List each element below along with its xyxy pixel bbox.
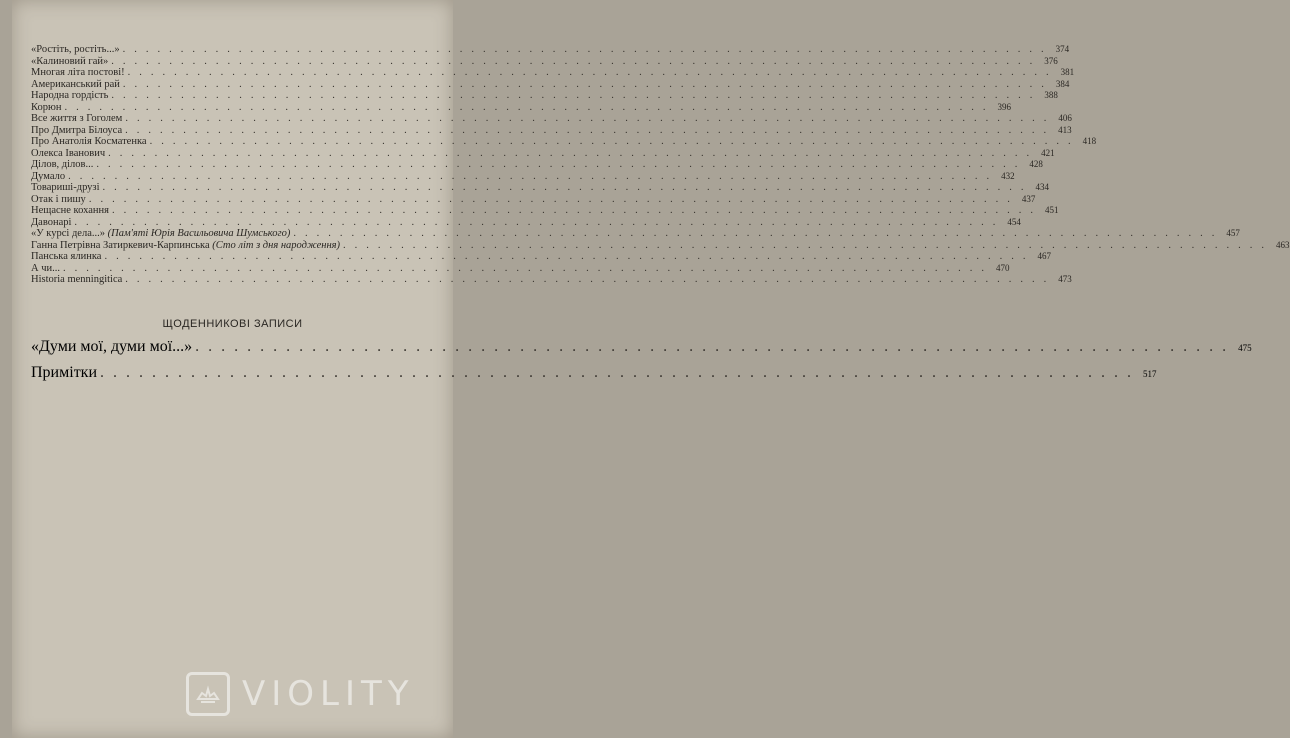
toc-entry-title-text: Отак і пишу (31, 193, 86, 205)
page-number: 517 (1143, 369, 1157, 379)
toc-entry (31, 364, 1157, 381)
page-number: 384 (1055, 78, 1070, 89)
toc-entry (31, 113, 1072, 125)
dot-leader: ................................................................................ (68, 170, 999, 182)
dot-leader: ................................................................................ (122, 44, 1053, 55)
dot-leader: ................................................................................ (108, 147, 1039, 159)
toc-entry-title-text: «Думи мої, думи мої...» (31, 338, 193, 355)
page-number: 434 (1035, 182, 1049, 192)
dot-leader: ................................................................................ (195, 338, 1236, 355)
dot-leader: ................................................................................ (100, 364, 1141, 381)
dot-leader: ................................................................................ (293, 228, 1224, 239)
page-number: 388 (1044, 90, 1058, 100)
toc-entry-subtitle: (Сто літ з дня народження) (212, 239, 341, 251)
toc-entry-title-text: «У курсі дела...» (31, 228, 105, 239)
dot-leader: ................................................................................ (149, 136, 1080, 147)
toc-entry-title-text: «Калиновий гай» (31, 55, 109, 67)
page-number: 454 (1007, 216, 1021, 227)
page-number: 432 (1001, 170, 1015, 181)
toc-entry-title-text: «Ростіть, ростіть...» (31, 44, 120, 55)
page-number: 437 (1021, 193, 1036, 204)
dot-leader: ................................................................................ (111, 55, 1042, 67)
dot-leader: ................................................................................ (343, 239, 1274, 251)
toc-entry (31, 216, 1021, 229)
dot-leader: ................................................................................ (62, 262, 993, 274)
toc-entry-title (31, 113, 122, 125)
toc-entry-title-text: Про Анатолія Косматенка (31, 136, 147, 147)
toc-entry-title (31, 228, 290, 240)
toc-entry (31, 193, 1036, 206)
page-number: 467 (1037, 251, 1051, 261)
toc-entry-title-text: Товариші-друзі (31, 182, 100, 193)
page-number: 374 (1055, 44, 1070, 54)
dot-leader: ................................................................................ (104, 251, 1035, 262)
violity-logo-icon (186, 672, 230, 716)
toc-entry (31, 170, 1015, 183)
toc-entry-title (31, 194, 86, 206)
dot-leader: ................................................................................ (74, 216, 1005, 228)
toc-entry (31, 101, 1011, 114)
toc-entry-title (31, 240, 340, 252)
toc-entry-title (31, 171, 65, 183)
toc-entry-title-text: Все життя з Гоголем (31, 113, 123, 124)
toc-entry-title (31, 251, 101, 263)
page-number: 475 (1238, 343, 1252, 353)
toc-entry (31, 274, 1072, 286)
toc-entry (31, 147, 1055, 160)
toc-entry-title-text: Народна гордість (31, 90, 109, 101)
toc-entry (31, 205, 1059, 217)
toc-entry-title-text: Давонарі (31, 216, 72, 228)
toc-entry-title-text: Панська ялинка (31, 251, 102, 262)
toc-entry (31, 44, 1070, 56)
toc-entry (31, 90, 1058, 102)
page-number: 473 (1058, 274, 1072, 284)
toc-entry-title-text: Олекса Іванович (31, 147, 106, 159)
toc-entry-title (31, 136, 147, 148)
toc-entry-title-text: Многая літа постові! (31, 67, 125, 78)
toc-entry-title (31, 56, 108, 68)
toc-entry-title-text: Historia menningitica (31, 274, 123, 285)
toc-entry-title-text: А чи... (31, 262, 60, 274)
toc-entry (31, 338, 1252, 355)
page-number: 428 (1029, 159, 1043, 169)
toc-entry-title (31, 102, 61, 114)
toc-entry (31, 136, 1097, 148)
page-number: 413 (1058, 124, 1072, 135)
toc-entry-title-text: Ділов, ділов... (31, 159, 94, 170)
page-number: 421 (1041, 147, 1055, 158)
page-number: 457 (1226, 228, 1240, 238)
toc-entry-title (31, 340, 192, 354)
toc-entry-title (31, 44, 120, 56)
toc-entry (31, 78, 1070, 91)
watermark (186, 669, 446, 719)
toc-entry-title-text: Ганна Петрівна Затиркевич-Карпинська (31, 239, 210, 251)
toc-entry-title (31, 366, 97, 380)
dot-leader: ................................................................................ (102, 182, 1033, 193)
page-number: 418 (1082, 136, 1097, 146)
page-number: 463 (1276, 239, 1290, 250)
toc-entry-title (31, 67, 125, 79)
book-page (12, 0, 1290, 738)
dot-leader: ................................................................................ (125, 113, 1056, 124)
dot-leader: ................................................................................ (64, 101, 995, 113)
toc-entry-title (31, 148, 105, 160)
dot-leader: ................................................................................ (88, 193, 1019, 205)
toc-entry-title-text: Примітки (31, 364, 98, 381)
toc-entry-title (31, 205, 109, 217)
toc-entry-title-text: Нещасне кохання (31, 205, 109, 216)
toc-entry-title (31, 125, 122, 137)
toc-entry-title-text: Думало (31, 170, 66, 182)
toc-entry (31, 67, 1075, 79)
dot-leader: ................................................................................ (96, 159, 1027, 170)
page-number: 470 (995, 262, 1010, 273)
toc-entry-title-text: Американський рай (31, 78, 120, 90)
dot-leader: ................................................................................ (111, 205, 1042, 216)
dot-leader: ................................................................................ (122, 78, 1053, 90)
section-heading: ЩОДЕННИКОВІ ЗАПИСИ (162, 318, 303, 330)
toc-entry (31, 239, 1290, 252)
toc-entry (31, 159, 1043, 171)
dot-leader: ................................................................................ (111, 90, 1042, 101)
toc-entry-title (31, 159, 93, 171)
page-number: 451 (1044, 205, 1059, 215)
page-number: 381 (1060, 67, 1075, 77)
toc-entry-title (31, 274, 122, 286)
toc-entry-title (31, 263, 60, 275)
toc-entry (31, 262, 1010, 275)
section-entries (31, 338, 1252, 381)
table-of-contents (31, 44, 1290, 286)
toc-entry (31, 228, 1240, 240)
toc-entry (31, 251, 1051, 263)
toc-entry-title (31, 90, 108, 102)
dot-leader: ................................................................................ (125, 274, 1056, 285)
page-number: 376 (1044, 55, 1058, 66)
toc-entry (31, 124, 1072, 137)
dot-leader: ................................................................................ (127, 67, 1058, 78)
toc-entry-title (31, 79, 120, 91)
watermark-text: VIOLITY (242, 674, 415, 714)
toc-entry-title-text: Корюн (31, 101, 62, 113)
toc-entry-title-text: Про Дмитра Білоуса (31, 124, 123, 136)
toc-entry-title (31, 217, 71, 229)
page-number: 396 (997, 101, 1011, 112)
page-number: 406 (1058, 113, 1072, 123)
toc-entry-subtitle: (Пам'яті Юрія Васильовича Шумського) (107, 228, 291, 239)
toc-entry (31, 182, 1049, 194)
toc-entry (31, 55, 1058, 68)
toc-entry-title (31, 182, 100, 194)
dot-leader: ................................................................................ (125, 124, 1056, 136)
